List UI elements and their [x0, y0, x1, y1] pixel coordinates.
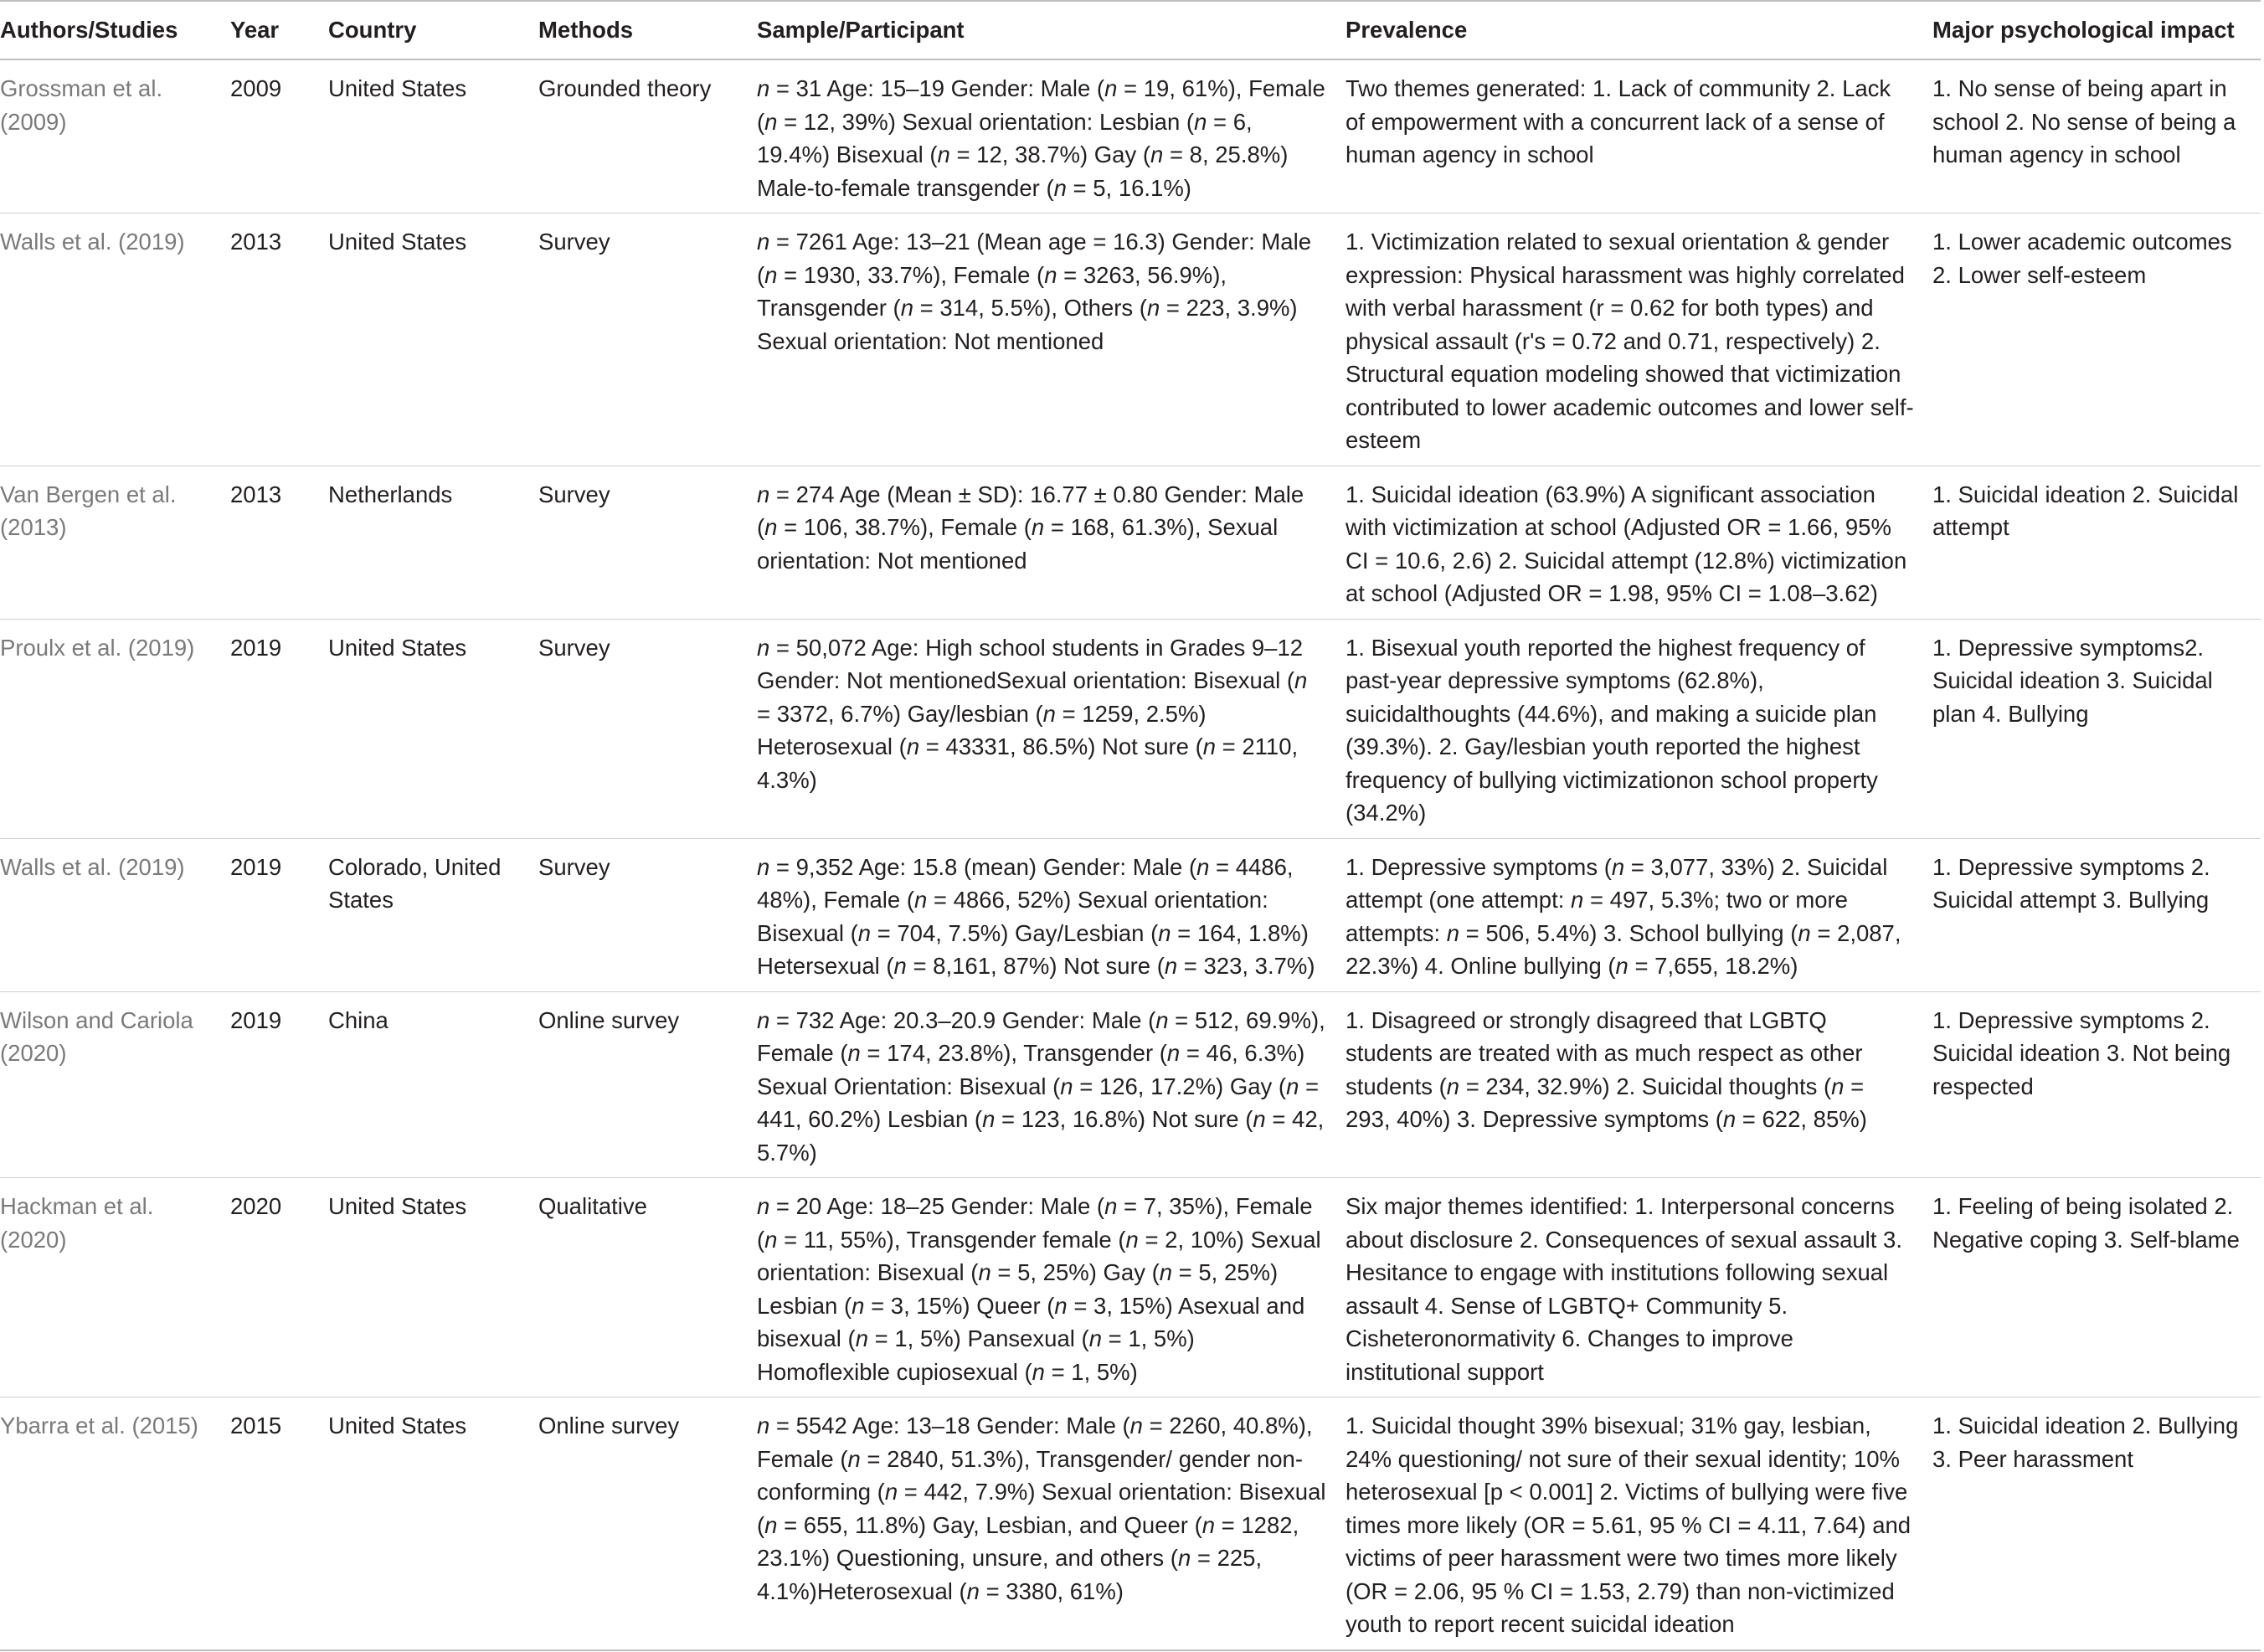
header-year: Year [230, 1, 328, 59]
cell-prevalence: 1. Depressive symptoms (n = 3,077, 33%) 2. Suicidal attempt (one attempt: n = 497, 5.3%; two or more attempts: n = 506, 5.4%) 3. School bullying (n = 2,087, 22.3%) 4. Online bullying (n = 7,655, 18.2%) [1346, 838, 1932, 991]
cell-sample: n = 5542 Age: 13–18 Gender: Male (n = 2260, 40.8%), Female (n = 2840, 51.3%), Transgender/ gender non-conforming (n = 442, 7.9%) Sexual orientation: Bisexual (n = 655, 11.8%) Gay, Lesbian, and Queer (n = 1282, 23.1%) Questioning, unsure, and others (n = 225, 4.1%)Heterosexual (n = 3380, 61%) [757, 1397, 1346, 1650]
cell-year: 2013 [230, 214, 328, 466]
cell-country: China [328, 991, 538, 1178]
cell-country: United States [328, 1178, 538, 1397]
table-header [0, 1, 2261, 59]
header-row [0, 1, 2261, 59]
cell-author: Grossman et al. (2009) [0, 59, 230, 214]
cell-prevalence: 1. Victimization related to sexual orientation & gender expression: Physical harassment was highly correlated with verbal harassment (r = 0.62 for both types) and physical assault (r's = 0.72 and 0.71, respectively) 2. Structural equation modeling showed that victimization contributed to lower academic outcomes and lower self-esteem [1346, 214, 1932, 466]
cell-method: Grounded theory [538, 59, 757, 214]
cell-year: 2020 [230, 1178, 328, 1397]
cell-author: Proulx et al. (2019) [0, 619, 230, 838]
cell-method: Survey [538, 619, 757, 838]
cell-year: 2009 [230, 59, 328, 214]
cell-sample: n = 31 Age: 15–19 Gender: Male (n = 19, 61%), Female (n = 12, 39%) Sexual orientation: Lesbian (n = 6, 19.4%) Bisexual (n = 12, 38.7%) Gay (n = 8, 25.8%) Male-to-female transgender (n = 5, 16.1%) [757, 59, 1346, 214]
cell-method: Online survey [538, 991, 757, 1178]
cell-method: Survey [538, 214, 757, 466]
cell-sample: n = 274 Age (Mean ± SD): 16.77 ± 0.80 Gender: Male (n = 106, 38.7%), Female (n = 168, 61.3%), Sexual orientation: Not mentioned [757, 466, 1346, 619]
cell-author: Walls et al. (2019) [0, 214, 230, 466]
cell-prevalence: Six major themes identified: 1. Interpersonal concerns about disclosure 2. Consequences of sexual assault 3. Hesitance to engage with institutions following sexual assault 4. Sense of LGBTQ+ Community 5. Cisheteronormativity 6. Changes to improve institutional support [1346, 1178, 1932, 1397]
cell-country: United States [328, 1397, 538, 1650]
cell-country: United States [328, 619, 538, 838]
cell-country: United States [328, 59, 538, 214]
cell-author: Hackman et al. (2020) [0, 1178, 230, 1397]
table-body [0, 59, 2261, 1650]
cell-sample: n = 7261 Age: 13–21 (Mean age = 16.3) Gender: Male (n = 1930, 33.7%), Female (n = 3263, 56.9%), Transgender (n = 314, 5.5%), Others (n = 223, 3.9%) Sexual orientation: Not mentioned [757, 214, 1346, 466]
cell-year: 2015 [230, 1397, 328, 1650]
cell-country: United States [328, 214, 538, 466]
cell-prevalence: 1. Disagreed or strongly disagreed that LGBTQ students are treated with as much respect as other students (n = 234, 32.9%) 2. Suicidal thoughts (n = 293, 40%) 3. Depressive symptoms (n = 622, 85%) [1346, 991, 1932, 1178]
header-methods: Methods [538, 1, 757, 59]
cell-sample: n = 9,352 Age: 15.8 (mean) Gender: Male (n = 4486, 48%), Female (n = 4866, 52%) Sexual orientation: Bisexual (n = 704, 7.5%) Gay/Lesbian (n = 164, 1.8%) Hetersexual (n = 8,161, 87%) Not sure (n = 323, 3.7%) [757, 838, 1346, 991]
cell-method: Qualitative [538, 1178, 757, 1397]
cell-year: 2019 [230, 991, 328, 1178]
cell-author: Van Bergen et al. (2013) [0, 466, 230, 619]
cell-prevalence: 1. Bisexual youth reported the highest frequency of past-year depressive symptoms (62.8%), suicidalthoughts (44.6%), and making a suicide plan (39.3%). 2. Gay/lesbian youth reported the highest frequency of bullying victimizationon school property (34.2%) [1346, 619, 1932, 838]
cell-impact: 1. Depressive symptoms2. Suicidal ideation 3. Suicidal plan 4. Bullying [1932, 619, 2261, 838]
cell-year: 2013 [230, 466, 328, 619]
table-row [0, 214, 2261, 466]
cell-sample: n = 732 Age: 20.3–20.9 Gender: Male (n = 512, 69.9%), Female (n = 174, 23.8%), Transgender (n = 46, 6.3%) Sexual Orientation: Bisexual (n = 126, 17.2%) Gay (n = 441, 60.2%) Lesbian (n = 123, 16.8%) Not sure (n = 42, 5.7%) [757, 991, 1346, 1178]
cell-impact: 1. Lower academic outcomes 2. Lower self-esteem [1932, 214, 2261, 466]
table-row [0, 466, 2261, 619]
header-impact: Major psychological impact [1932, 1, 2261, 59]
table-row [0, 1397, 2261, 1650]
cell-sample: n = 50,072 Age: High school students in Grades 9–12 Gender: Not mentionedSexual orientation: Bisexual (n = 3372, 6.7%) Gay/lesbian (n = 1259, 2.5%) Heterosexual (n = 43331, 86.5%) Not sure (n = 2110, 4.3%) [757, 619, 1346, 838]
cell-prevalence: Two themes generated: 1. Lack of community 2. Lack of empowerment with a concurrent lack of a sense of human agency in school [1346, 59, 1932, 214]
table-row [0, 59, 2261, 214]
table-row [0, 1178, 2261, 1397]
cell-impact: 1. No sense of being apart in school 2. No sense of being a human agency in school [1932, 59, 2261, 214]
cell-impact: 1. Depressive symptoms 2. Suicidal attempt 3. Bullying [1932, 838, 2261, 991]
cell-method: Survey [538, 466, 757, 619]
cell-year: 2019 [230, 619, 328, 838]
cell-impact: 1. Feeling of being isolated 2. Negative coping 3. Self-blame [1932, 1178, 2261, 1397]
cell-impact: 1. Suicidal ideation 2. Bullying 3. Peer harassment [1932, 1397, 2261, 1650]
table-row [0, 619, 2261, 838]
cell-sample: n = 20 Age: 18–25 Gender: Male (n = 7, 35%), Female (n = 11, 55%), Transgender female (n = 2, 10%) Sexual orientation: Bisexual (n = 5, 25%) Gay (n = 5, 25%) Lesbian (n = 3, 15%) Queer (n = 3, 15%) Asexual and bisexual (n = 1, 5%) Pansexual (n = 1, 5%) Homoflexible cupiosexual (n = 1, 5%) [757, 1178, 1346, 1397]
table-row [0, 991, 2261, 1178]
cell-prevalence: 1. Suicidal ideation (63.9%) A significant association with victimization at school (Adjusted OR = 1.66, 95% CI = 10.6, 2.6) 2. Suicidal attempt (12.8%) victimization at school (Adjusted OR = 1.98, 95% CI = 1.08–3.62) [1346, 466, 1932, 619]
cell-year: 2019 [230, 838, 328, 991]
cell-prevalence: 1. Suicidal thought 39% bisexual; 31% gay, lesbian, 24% questioning/ not sure of their sexual identity; 10% heterosexual [p < 0.001] 2. Victims of bullying were five times more likely (OR = 5.61, 95 % CI = 4.11, 7.64) and victims of peer harassment were two times more likely (OR = 2.06, 95 % CI = 1.53, 2.79) than non-victimized youth to report recent suicidal ideation [1346, 1397, 1932, 1650]
cell-author: Ybarra et al. (2015) [0, 1397, 230, 1650]
cell-method: Survey [538, 838, 757, 991]
cell-author: Wilson and Cariola (2020) [0, 991, 230, 1178]
header-authors: Authors/Studies [0, 1, 230, 59]
table-row [0, 838, 2261, 991]
cell-author: Walls et al. (2019) [0, 838, 230, 991]
cell-country: Colorado, United States [328, 838, 538, 991]
header-country: Country [328, 1, 538, 59]
header-prevalence: Prevalence [1346, 1, 1932, 59]
header-sample: Sample/Participant [757, 1, 1346, 59]
cell-method: Online survey [538, 1397, 757, 1650]
cell-impact: 1. Suicidal ideation 2. Suicidal attempt [1932, 466, 2261, 619]
cell-impact: 1. Depressive symptoms 2. Suicidal ideation 3. Not being respected [1932, 991, 2261, 1178]
cell-country: Netherlands [328, 466, 538, 619]
